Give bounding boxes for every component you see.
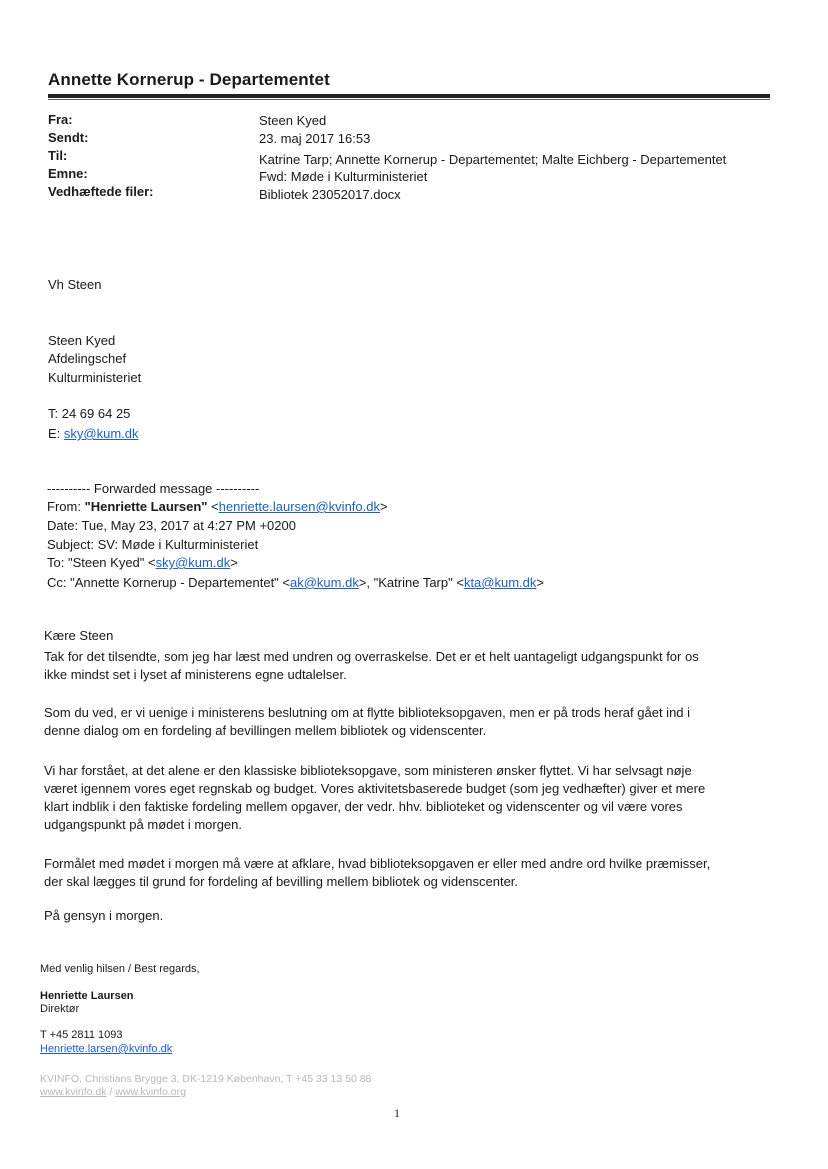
- footer-link-org[interactable]: www.kvinfo.org: [115, 1086, 186, 1098]
- signoff-regards: Med venlig hilsen / Best regards,: [40, 963, 200, 975]
- body-p3-line2: været igennem vores eget regnskab og budget. Vores aktivitetsbaserede budget (som jeg vedhæfter) giver et mere: [44, 781, 706, 796]
- forwarded-from-email[interactable]: henriette.laursen@kvinfo.dk: [218, 499, 380, 514]
- signoff-name: Henriette Laursen: [40, 990, 134, 1002]
- signature-phone: T: 24 69 64 25: [48, 406, 131, 421]
- title-rule: [48, 94, 770, 98]
- forwarded-from: From: "Henriette Laursen" <henriette.laursen@kvinfo.dk>: [47, 499, 388, 514]
- forwarded-separator: ---------- Forwarded message ----------: [47, 481, 260, 496]
- signature-name: Steen Kyed: [48, 333, 116, 348]
- header-label-sent: Sendt:: [48, 130, 89, 145]
- body-salutation: Kære Steen: [44, 628, 114, 643]
- body-p4-line2: der skal lægges til grund for fordeling af bevilling mellem bibliotek og videnscenter.: [44, 874, 519, 889]
- title-rule-thin: [48, 99, 770, 100]
- forwarded-subject: Subject: SV: Møde i Kulturministeriet: [47, 537, 259, 552]
- body-p2-line2: denne dialog om en fordeling af bevillingen mellem bibliotek og videnscenter.: [44, 723, 487, 738]
- signature-org: Kulturministeriet: [48, 370, 142, 385]
- footer-address: KVINFO, Christians Brygge 3, DK-1219 København, T +45 33 13 50 88: [40, 1073, 372, 1085]
- signoff-title: Direktør: [40, 1003, 80, 1015]
- forwarded-cc-prefix: Cc: "Annette Kornerup - Departementet" <: [47, 575, 290, 590]
- body-p2-line1: Som du ved, er vi uenige i ministerens beslutning om at flytte biblioteksopgaven, men er på trods heraf gået ind i: [44, 705, 691, 720]
- header-label-to: Til:: [48, 148, 68, 163]
- body-p1-line2: ikke mindst set i lyset af ministerens egne udtalelser.: [44, 667, 347, 682]
- header-value-attachments: Bibliotek 23052017.docx: [259, 187, 401, 202]
- body-p4-line1: Formålet med mødet i morgen må være at afklare, hvad biblioteksopgaven er eller med andre ord hvilke præmisser,: [44, 856, 711, 871]
- signature-email-line: [48, 425, 139, 443]
- forwarded-cc-mid: >, "Katrine Tarp" <: [358, 575, 464, 590]
- document-title: Annette Kornerup - Departementet: [48, 70, 330, 89]
- forwarded-from-prefix: From:: [47, 499, 85, 514]
- signature-email-link[interactable]: sky@kum.dk: [63, 426, 139, 441]
- page-number: 1: [394, 1106, 400, 1120]
- footer-link-sep: /: [106, 1086, 116, 1098]
- footer-link-dk[interactable]: www.kvinfo.dk: [40, 1086, 107, 1098]
- body-p1-line1: Tak for det tilsendte, som jeg har læst med undren og overraskelse. Det er et helt uantageligt udgangspunkt for os: [44, 649, 699, 664]
- signoff-phone: T +45 2811 1093: [40, 1029, 123, 1041]
- forwarded-cc-email-1[interactable]: ak@kum.dk: [290, 575, 359, 590]
- signature-email-prefix: E:: [48, 426, 64, 441]
- greeting: Vh Steen: [48, 277, 102, 292]
- header-value-subject: Fwd: Møde i Kulturministeriet: [259, 169, 428, 184]
- header-value-from: Steen Kyed: [259, 113, 327, 128]
- forwarded-cc: Cc: "Annette Kornerup - Departementet" <ak@kum.dk>, "Katrine Tarp" <kta@kum.dk>: [47, 575, 544, 590]
- header-label-subject: Emne:: [48, 166, 88, 181]
- signature-position: Afdelingschef: [48, 351, 127, 366]
- forwarded-to: To: "Steen Kyed" <sky@kum.dk>: [47, 555, 238, 570]
- signoff-email-link[interactable]: Henriette.larsen@kvinfo.dk: [40, 1043, 173, 1055]
- forwarded-cc-email-2[interactable]: kta@kum.dk: [463, 575, 537, 590]
- header-label-from: Fra:: [48, 112, 73, 127]
- forwarded-to-prefix: To: "Steen Kyed" <: [47, 555, 156, 570]
- forwarded-date: Date: Tue, May 23, 2017 at 4:27 PM +0200: [47, 518, 296, 533]
- forwarded-from-name: "Henriette Laursen": [84, 499, 208, 514]
- header-label-attachments: Vedhæftede filer:: [48, 184, 154, 199]
- forwarded-to-email[interactable]: sky@kum.dk: [155, 555, 231, 570]
- body-closing: På gensyn i morgen.: [44, 908, 164, 923]
- header-value-to: Katrine Tarp; Annette Kornerup - Departementet; Malte Eichberg - Departementet: [259, 152, 727, 167]
- footer-links: [40, 1086, 186, 1098]
- body-p3-line3: klart indblik i den faktiske fordeling mellem opgaver, der vedr. hhv. biblioteket og videnscenter og vil være vores: [44, 799, 683, 814]
- header-value-sent: 23. maj 2017 16:53: [259, 131, 371, 146]
- body-p3-line1: Vi har forstået, at det alene er den klassiske biblioteksopgave, som ministeren ønsker flyttet. Vi har selvsagt nøje: [44, 763, 692, 778]
- body-p3-line4: udgangspunkt på mødet i morgen.: [44, 817, 243, 832]
